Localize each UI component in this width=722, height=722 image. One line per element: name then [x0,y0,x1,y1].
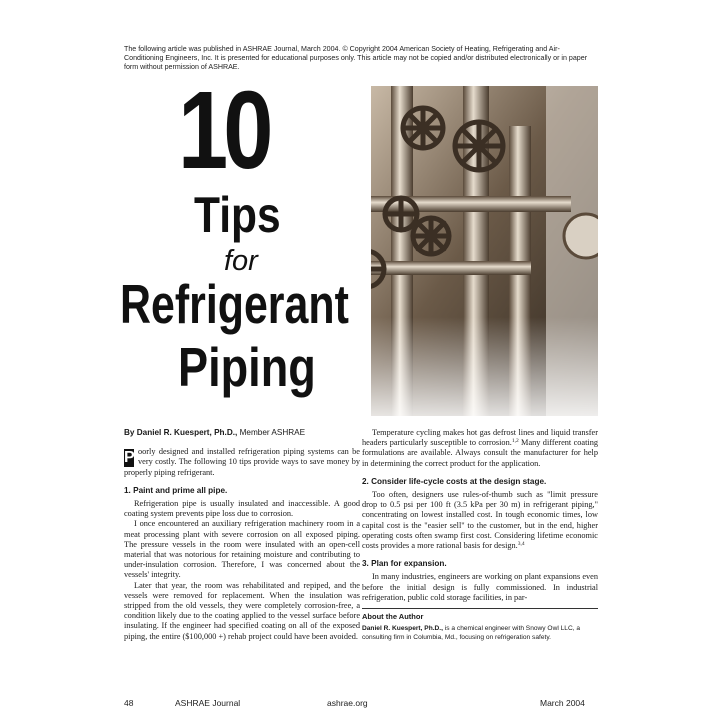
drop-cap: P [124,449,135,467]
reference-1-2: 1,2 [511,438,519,445]
about-author-name: Daniel R. Kuespert, Ph.D., [362,625,443,633]
headline-refrigerant: Refrigerant [120,273,349,335]
lead-text: oorly designed and installed refrigeration piping systems can be very costly. The following 10 tips provide ways to save money by properly piping refrigerant. [124,447,360,477]
reference-3-4: 3,4 [517,541,525,548]
about-author-text [362,624,598,642]
section-1-paragraph-2: I once encountered an auxiliary refrigeration machinery room in a meat processing plant with severe corrosion on all exposed piping. The pressure vessels in the room were insulated with an open-cell material that was notorious for retaining moisture and contributing to under-insulation corrosion. Therefore, I was concerned about the vessels' integrity. [124,519,360,580]
headline-tips: Tips [194,187,281,243]
about-author-bio: is a chemical engineer with Snowy Owl LLC, a consulting firm in Columbia, Md., focusing on refrigeration safety. [362,625,581,642]
article-column-right [362,428,598,642]
article-column-left [124,428,360,642]
section-2-text: Too often, designers use rules-of-thumb such as "limit pressure drop to 0.5 psi per 100 ft (3.5 kPa per 30 m) in refrigerant piping," concentrating on lowest installed cost. In tough economic times, low capital cost is the "easier sell" to the customer, but in the end, higher operating costs often swamp first cost. Considering lifetime economic costs provides a more rational basis for design. [362,490,598,551]
section-3-heading: 3. Plan for expansion. [362,559,447,569]
headline-piping: Piping [178,336,316,398]
valves-image [371,86,598,416]
headline-for: for [224,245,258,277]
section-1-paragraph-3: Later that year, the room was rehabilitated and repiped, and the vessels were removed for replacement. When the insulation was stripped from the old vessels, they were completely corrosion-free, a condition likely due to the coating applied to the vessel surface before insulating. If the engineer had specified coating on all of the exposed piping, the entire ($100,000 +) rehab project could have been avoided. [124,580,360,641]
about-author-heading: About the Author [362,612,424,622]
section-1-heading: 1. Paint and prime all pipe. [124,485,228,495]
copyright-notice: The following article was published in ASHRAE Journal, March 2004. © Copyright 2004 American Society of Heating, Refrigerating and Air-Conditioning Engineers, Inc. It is presented for educational purposes only. This article may not be copied and/or distributed electronically or in paper form without permission of ASHRAE. [124,45,588,71]
cover-photo-valves [371,86,598,416]
footer-page-number: 48 [124,698,134,708]
section-1-paragraph-1: Refrigeration pipe is usually insulated and inaccessible. A good coating system prevents pipe loss due to corrosion. [124,499,360,519]
lead-paragraph [124,447,360,478]
about-divider [362,608,598,609]
byline [124,428,360,438]
right-paragraph-1-cont: Many different coating formulations are available. Always consult the manufacturer for help in determining the correct product for the application. [362,438,598,468]
author-name: By Daniel R. Kuespert, Ph.D., [124,428,238,437]
right-paragraph-1-text: Temperature cycling makes hot gas defrost lines and liquid transfer headers particularly susceptible to corrosion. [362,428,598,448]
author-membership: Member ASHRAE [237,428,306,437]
right-paragraph-1 [362,428,598,469]
section-2-heading: 2. Consider life-cycle costs at the design stage. [362,476,547,486]
footer-journal: ASHRAE Journal [175,698,241,708]
headline-number: 10 [178,69,269,192]
footer-site: ashrae.org [327,698,368,708]
section-3-paragraph-1: In many industries, engineers are working on plant expansions even before the initial design is fully commissioned. In industrial refrigeration, public cold storage facilities, in par- [362,572,598,602]
footer-date: March 2004 [540,698,585,708]
section-2-paragraph-1 [362,490,598,551]
